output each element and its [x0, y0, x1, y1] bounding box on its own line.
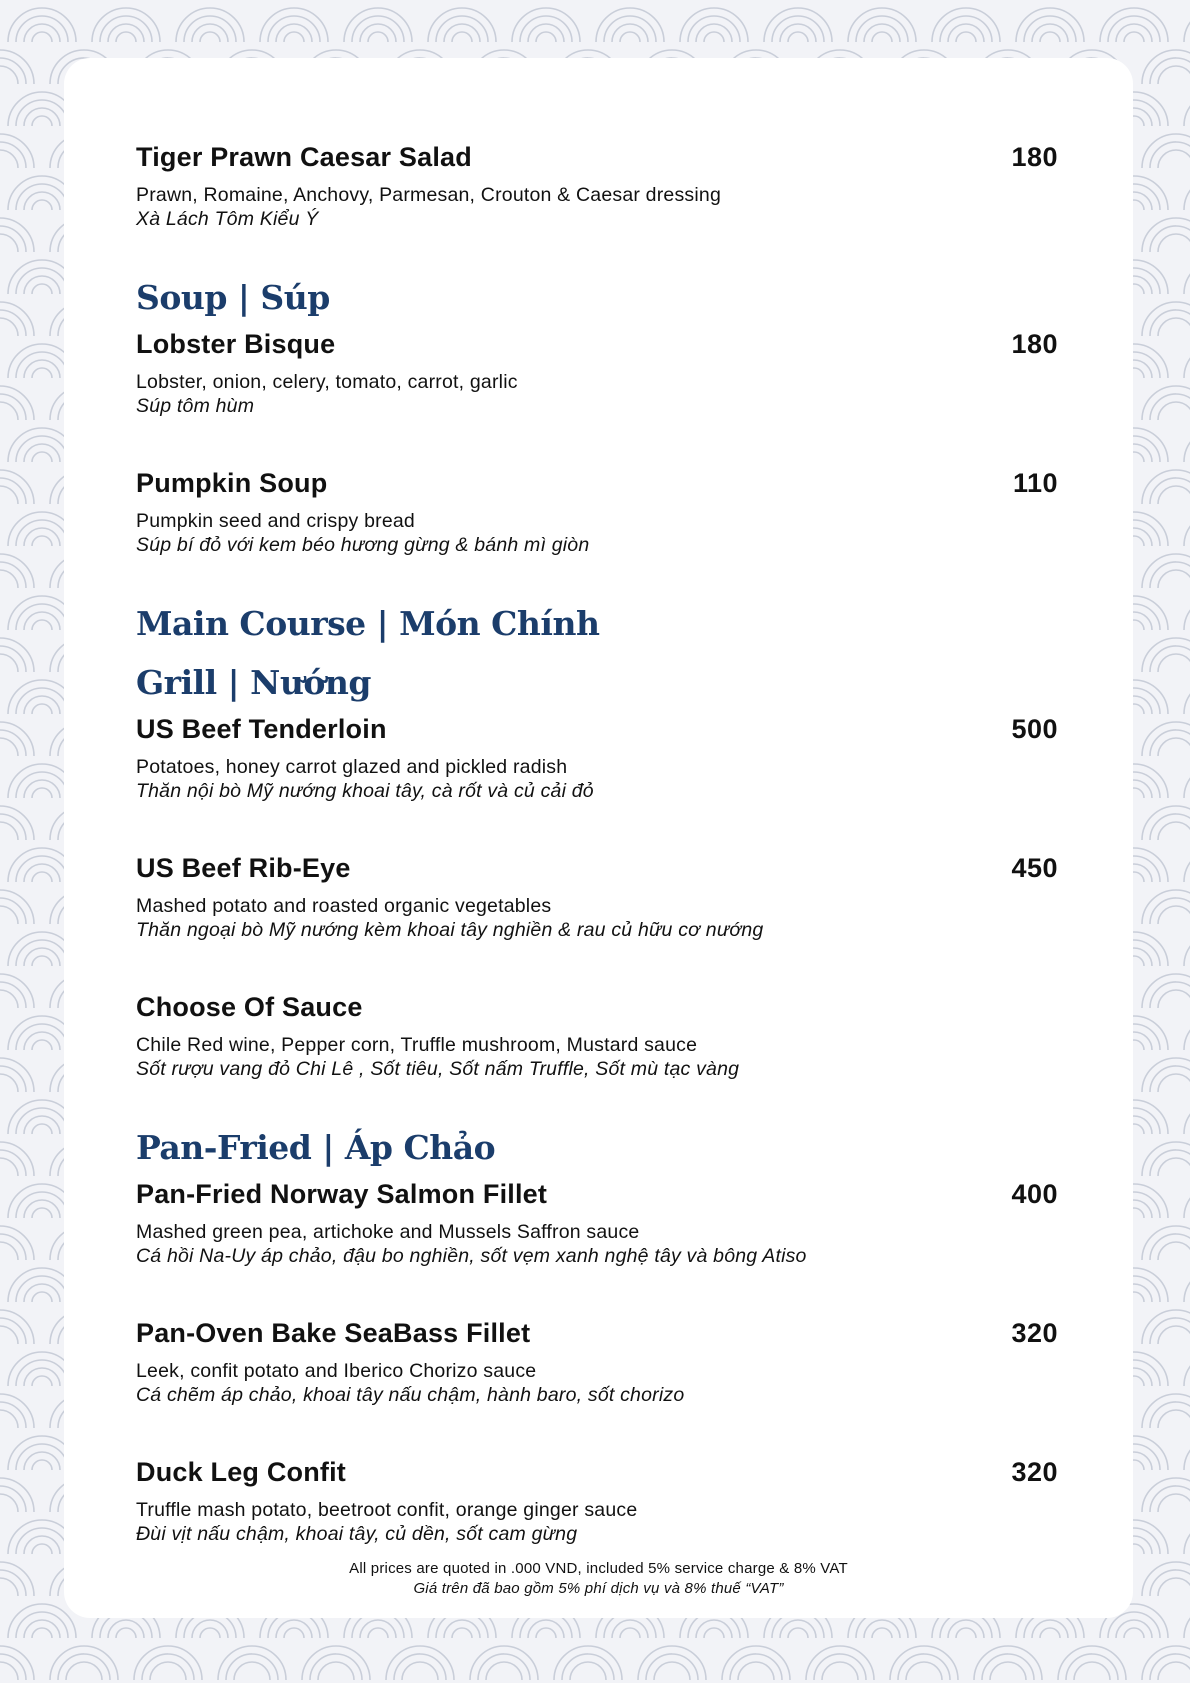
item-description: Chile Red wine, Pepper corn, Truffle mushroom, Mustard sauce [136, 1034, 698, 1056]
item-vietnamese-name: Súp tôm hùm [136, 395, 255, 417]
item-price: 110 [1012, 468, 1058, 498]
item-vietnamese-name: Đùi vịt nấu chậm, khoai tây, củ dền, sốt cam gừng [136, 1523, 578, 1545]
item-vietnamese-name: Sốt rượu vang đỏ Chi Lê , Sốt tiêu, Sốt nấm Truffle, Sốt mù tạc vàng [136, 1058, 740, 1080]
item-name: US Beef Tenderloin [136, 714, 387, 744]
section-title-grill: Grill | Nướng [136, 663, 371, 702]
footnote-english: All prices are quoted in .000 VND, included 5% service charge & 8% VAT [349, 1560, 848, 1577]
menu-item [136, 851, 1058, 942]
item-vietnamese-name: Thăn ngoại bò Mỹ nướng kèm khoai tây nghiền & rau củ hữu cơ nướng [136, 919, 764, 941]
item-description: Lobster, onion, celery, tomato, carrot, garlic [136, 371, 518, 393]
item-vietnamese-name: Cá chẽm áp chảo, khoai tây nấu chậm, hành baro, sốt chorizo [136, 1384, 685, 1406]
menu-content [136, 140, 1058, 1546]
item-name: US Beef Rib-Eye [136, 853, 351, 883]
menu-item [136, 327, 1058, 418]
menu-item [136, 1177, 1058, 1268]
item-name: Lobster Bisque [136, 329, 336, 359]
menu-item [136, 140, 1058, 231]
menu-item [136, 990, 1058, 1081]
item-description: Truffle mash potato, beetroot confit, orange ginger sauce [136, 1499, 638, 1521]
item-description: Potatoes, honey carrot glazed and pickled radish [136, 756, 568, 778]
item-description: Mashed green pea, artichoke and Mussels Saffron sauce [136, 1221, 640, 1243]
item-price: 180 [1011, 329, 1058, 359]
price-footnote [64, 1559, 1133, 1598]
item-price: 320 [1011, 1457, 1058, 1487]
item-vietnamese-name: Thăn nội bò Mỹ nướng khoai tây, cà rốt và củ cải đỏ [136, 780, 594, 802]
section-title-pan-fried: Pan-Fried | Áp Chảo [136, 1128, 496, 1167]
item-description: Mashed potato and roasted organic vegetables [136, 895, 552, 917]
item-name: Pan-Fried Norway Salmon Fillet [136, 1179, 548, 1209]
item-vietnamese-name: Xà Lách Tôm Kiểu Ý [136, 208, 319, 230]
item-description: Prawn, Romaine, Anchovy, Parmesan, Crouton & Caesar dressing [136, 184, 721, 206]
footnote-vietnamese: Giá trên đã bao gồm 5% phí dịch vụ và 8% thuế “VAT” [413, 1580, 784, 1597]
item-description: Leek, confit potato and Iberico Chorizo sauce [136, 1360, 537, 1382]
menu-item [136, 1316, 1058, 1407]
item-price: 450 [1011, 853, 1058, 883]
item-name: Choose Of Sauce [136, 992, 363, 1022]
section-title-main-course: Main Course | Món Chính [136, 604, 600, 643]
item-price: 500 [1011, 714, 1058, 744]
item-name: Duck Leg Confit [136, 1457, 346, 1487]
item-vietnamese-name: Súp bí đỏ với kem béo hương gừng & bánh mì giòn [136, 534, 590, 556]
item-name: Tiger Prawn Caesar Salad [136, 142, 472, 172]
item-name: Pan-Oven Bake SeaBass Fillet [136, 1318, 531, 1348]
item-price: 320 [1011, 1318, 1058, 1348]
menu-item [136, 466, 1058, 557]
item-name: Pumpkin Soup [136, 468, 328, 498]
item-price: 180 [1011, 142, 1058, 172]
item-description: Pumpkin seed and crispy bread [136, 510, 415, 532]
menu-item [136, 1455, 1058, 1546]
menu-item [136, 712, 1058, 803]
item-price: 400 [1011, 1179, 1058, 1209]
section-title-soup: Soup | Súp [136, 278, 330, 317]
item-vietnamese-name: Cá hồi Na-Uy áp chảo, đậu bo nghiền, sốt vẹm xanh nghệ tây và bông Atiso [136, 1245, 807, 1267]
